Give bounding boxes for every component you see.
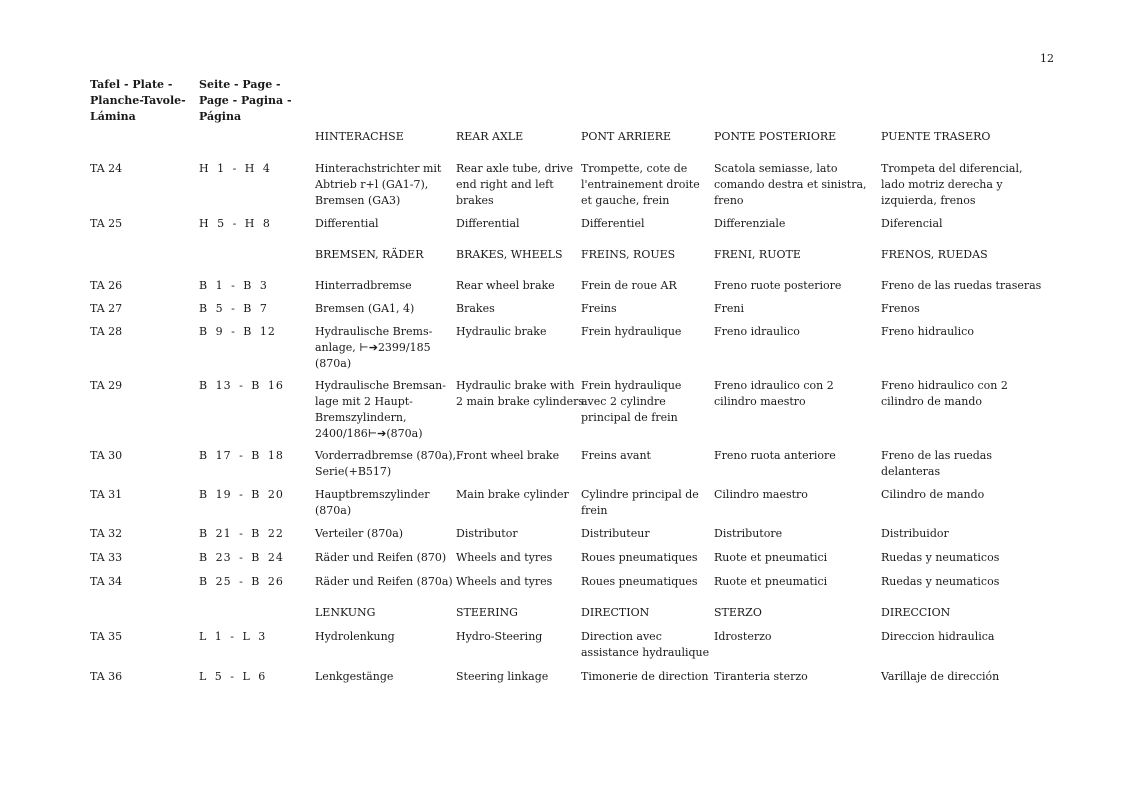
english-term: Distributor [456,527,518,540]
french-term: Cylindre principal de frein [581,488,699,517]
french-term: FREINS, ROUES [581,248,676,261]
english-term: Hydraulic brake [456,325,547,338]
spanish-term: Freno hidraulico con 2 cilindro de mando [881,379,1008,408]
french-term: Frein hydraulique [581,325,682,338]
plate-ref: TA 32 [90,527,123,540]
plate-ref: TA 34 [90,575,123,588]
english-term: Hydro-Steering [456,630,543,643]
plate-ref: TA 25 [90,217,123,230]
spanish-term: Ruedas y neumaticos [881,575,1000,588]
italian-term: Idrosterzo [714,630,772,643]
english-term: REAR AXLE [456,130,524,143]
plate-ref: TA 30 [90,449,123,462]
english-term: BRAKES, WHEELS [456,248,563,261]
page-ref: B 9 - B 12 [199,325,276,338]
page-ref: L 5 - L 6 [199,670,267,683]
german-term: Lenkgestänge [315,670,394,683]
italian-term: Scatola semiasse, lato comando destra et sinistra, freno [714,162,867,207]
german-term: Räder und Reifen (870a) [315,575,453,588]
spanish-term: Diferencial [881,217,943,230]
german-term: Vorderradbremse (870a), Serie(+B517) [315,449,457,478]
plate-ref: TA 24 [90,162,123,175]
french-term: Trompette, cote de l'entrainement droite et gauche, frein [581,162,700,207]
english-term: Main brake cylinder [456,488,569,501]
spanish-term: Cilindro de mando [881,488,985,501]
italian-term: Freni [714,302,745,315]
page-ref: B 17 - B 18 [199,449,284,462]
plate-ref: TA 27 [90,302,123,315]
italian-term: Cilindro maestro [714,488,808,501]
french-term: Timonerie de direction [581,670,709,683]
page-ref: B 5 - B 7 [199,302,268,315]
page-ref: H 1 - H 4 [199,162,271,175]
italian-term: Freno idraulico con 2 cilindro maestro [714,379,834,408]
spanish-term: Trompeta del diferencial, lado motriz derecha y izquierda, frenos [881,162,1023,207]
plate-ref: TA 26 [90,279,123,292]
plate-ref: TA 29 [90,379,123,392]
spanish-term: FRENOS, RUEDAS [881,248,988,261]
french-term: Differentiel [581,217,645,230]
italian-term: Freno ruote posteriore [714,279,842,292]
english-term: Wheels and tyres [456,551,553,564]
english-term: Front wheel brake [456,449,560,462]
plate-ref: TA 33 [90,551,123,564]
english-term: Rear axle tube, drive end right and left brakes [456,162,573,207]
german-term: Differential [315,217,379,230]
german-term: Hydrolenkung [315,630,395,643]
page-ref: B 13 - B 16 [199,379,284,392]
italian-term: Ruote et pneumatici [714,575,828,588]
italian-term: STERZO [714,606,762,619]
french-term: Roues pneumatiques [581,575,698,588]
page-ref: B 1 - B 3 [199,279,268,292]
french-term: Freins [581,302,617,315]
english-term: Steering linkage [456,670,549,683]
german-term: HINTERACHSE [315,130,404,143]
english-term: Brakes [456,302,495,315]
german-term: BREMSEN, RÄDER [315,248,424,261]
english-term: Wheels and tyres [456,575,553,588]
spanish-term: Freno de las ruedas delanteras [881,449,992,478]
plate-ref: TA 35 [90,630,123,643]
spanish-term: Freno de las ruedas traseras [881,279,1042,292]
page-ref: B 25 - B 26 [199,575,284,588]
french-term: Frein de roue AR [581,279,677,292]
italian-term: Freno ruota anteriore [714,449,836,462]
page-number: 12 [1040,52,1054,65]
french-term: Roues pneumatiques [581,551,698,564]
spanish-term: Direccion hidraulica [881,630,995,643]
page-ref: B 19 - B 20 [199,488,284,501]
german-term: Hinterachstrichter mit Abtrieb r+l (GA1-7), Bremsen (GA3) [315,162,442,207]
spanish-term: Varillaje de dirección [881,670,1000,683]
page-ref: B 23 - B 24 [199,551,284,564]
german-term: Bremsen (GA1, 4) [315,302,415,315]
german-term: Hauptbremszylinder (870a) [315,488,430,517]
page-ref: H 5 - H 8 [199,217,271,230]
french-term: PONT ARRIERE [581,130,672,143]
italian-term: FRENI, RUOTE [714,248,801,261]
english-term: Rear wheel brake [456,279,555,292]
spanish-term: Ruedas y neumaticos [881,551,1000,564]
german-term: LENKUNG [315,606,376,619]
english-term: Hydraulic brake with 2 main brake cylinders [456,379,585,408]
german-term: Hydraulische Brems- anlage, ⊢➔2399/185 (870a) [315,325,433,370]
page-ref: L 1 - L 3 [199,630,267,643]
plate-ref: TA 31 [90,488,123,501]
english-term: Differential [456,217,520,230]
page-ref: B 21 - B 22 [199,527,284,540]
plate-ref: TA 36 [90,670,123,683]
italian-term: Tiranteria sterzo [714,670,808,683]
spanish-term: DIRECCION [881,606,951,619]
header-page: Seite - Page - Page - Pagina - Página [199,78,292,123]
italian-term: Distributore [714,527,783,540]
german-term: Hydraulische Bremsan- lage mit 2 Haupt- Bremszylindern, 2400/186⊢➔(870a) [315,379,446,440]
german-term: Hinterradbremse [315,279,412,292]
italian-term: PONTE POSTERIORE [714,130,837,143]
english-term: STEERING [456,606,518,619]
italian-term: Freno idraulico [714,325,800,338]
spanish-term: Freno hidraulico [881,325,974,338]
italian-term: Differenziale [714,217,786,230]
german-term: Räder und Reifen (870) [315,551,447,564]
spanish-term: Frenos [881,302,920,315]
plate-ref: TA 28 [90,325,123,338]
french-term: Direction avec assistance hydraulique [581,630,710,659]
french-term: Frein hydraulique avec 2 cylindre principal de frein [581,379,682,424]
german-term: Verteiler (870a) [315,527,404,540]
french-term: Distributeur [581,527,650,540]
french-term: Freins avant [581,449,651,462]
italian-term: Ruote et pneumatici [714,551,828,564]
french-term: DIRECTION [581,606,650,619]
spanish-term: Distribuidor [881,527,949,540]
spanish-term: PUENTE TRASERO [881,130,991,143]
header-plate: Tafel - Plate - Planche-Tavole- Lámina [90,78,186,123]
